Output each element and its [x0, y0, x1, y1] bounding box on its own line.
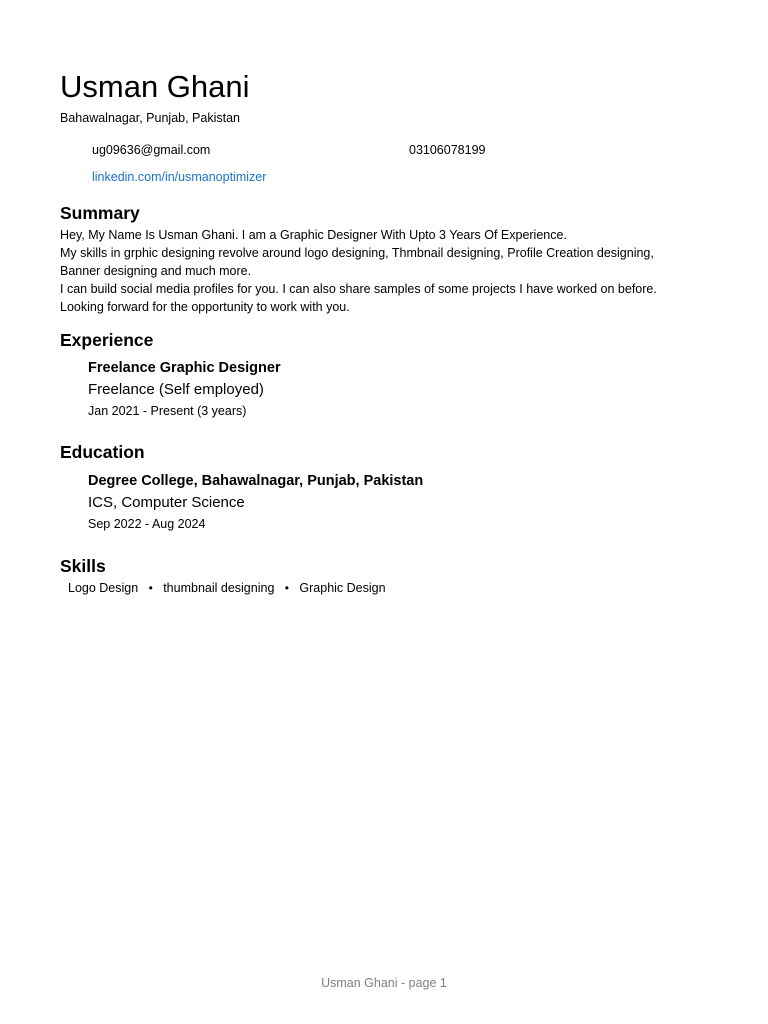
linkedin-link[interactable]: linkedin.com/in/usmanoptimizer — [92, 170, 267, 184]
skills-heading: Skills — [60, 556, 106, 576]
summary-line: Looking forward for the opportunity to work with you. — [60, 300, 350, 314]
page-footer: Usman Ghani - page 1 — [321, 976, 447, 990]
skill-item: Logo Design — [68, 581, 139, 595]
candidate-name: Usman Ghani — [60, 69, 250, 104]
summary-line: Banner designing and much more. — [60, 264, 252, 278]
experience-company: Freelance (Self employed) — [88, 381, 264, 398]
summary-line: Hey, My Name Is Usman Ghani. I am a Graphic Designer With Upto 3 Years Of Experience. — [60, 228, 567, 242]
education-school: Degree College, Bahawalnagar, Punjab, Pakistan — [88, 473, 424, 489]
experience-heading: Experience — [60, 330, 154, 350]
summary-line: My skills in grphic designing revolve around logo designing, Thmbnail designing, Profile Creation designing, — [60, 246, 654, 260]
email-text: ug09636@gmail.com — [92, 143, 211, 157]
education-dates: Sep 2022 - Aug 2024 — [88, 517, 206, 531]
skill-item: Graphic Design — [299, 581, 386, 595]
education-heading: Education — [60, 442, 145, 462]
education-degree: ICS, Computer Science — [88, 494, 245, 511]
skills-list — [68, 580, 386, 596]
skill-item: thumbnail designing — [163, 581, 275, 595]
summary-line: I can build social media profiles for you. I can also share samples of some projects I have worked on before. — [60, 282, 657, 296]
experience-dates: Jan 2021 - Present (3 years) — [88, 404, 247, 418]
skill-separator: • — [284, 581, 289, 595]
phone-text: 03106078199 — [409, 143, 486, 157]
candidate-location: Bahawalnagar, Punjab, Pakistan — [60, 111, 240, 125]
skill-separator: • — [148, 581, 153, 595]
summary-heading: Summary — [60, 203, 140, 223]
experience-role: Freelance Graphic Designer — [88, 360, 281, 376]
summary-text — [60, 226, 700, 316]
